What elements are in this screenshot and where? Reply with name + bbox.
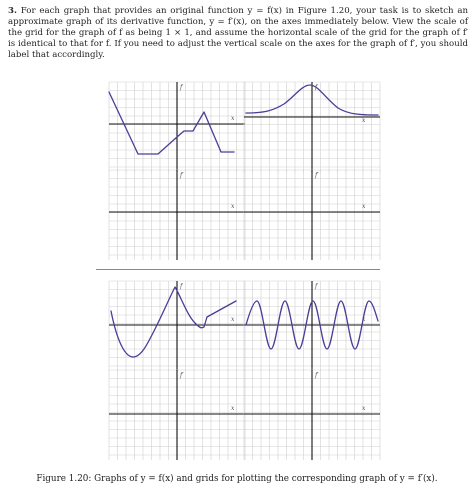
graph-f-1 — [109, 82, 245, 172]
x-label: x — [231, 203, 235, 210]
fprime-label: f′ — [315, 172, 319, 179]
x-label: x — [362, 405, 366, 412]
f-label: f — [180, 283, 183, 290]
graph-f-2-svg — [244, 82, 380, 172]
x-label: x — [362, 117, 366, 124]
graph-f-1-svg — [109, 82, 245, 172]
f-label: f — [315, 283, 318, 290]
graph-f-4-svg — [244, 281, 380, 371]
grid-fprime-3-svg — [109, 370, 245, 460]
x-label: x — [362, 316, 366, 323]
grid-fprime-2-svg — [244, 170, 380, 260]
grid-fprime-1-svg — [109, 170, 245, 260]
graph-f-4 — [244, 281, 380, 371]
problem-statement — [8, 6, 468, 61]
f-curve — [111, 287, 236, 357]
problem-number: 3. — [8, 6, 17, 16]
x-label: x — [231, 115, 235, 122]
x-label: x — [362, 203, 366, 210]
problem-text: For each graph that provides an original function y = f(x) in Figure 1.20, your task is to sketch an approximate graph of its derivative function, y = f′(x), on the axes immediately below. View the scale of the grid for the graph of f as being 1 × 1, and assume the horizontal scale of the grid for the graph of f′ is identical to that for f. If you need to adjust the vertical scale on the axes for the graph of f′, you should label that accordingly. — [8, 6, 469, 60]
grid-fprime-2 — [244, 170, 380, 260]
graph-f-2 — [244, 82, 380, 172]
figure-caption: Figure 1.20: Graphs of y = f(x) and grids for plotting the corresponding graph of y = f′(x). — [36, 474, 438, 484]
section-divider — [96, 269, 380, 270]
graph-f-3 — [109, 281, 245, 371]
fprime-label: f′ — [180, 372, 184, 379]
grid-fprime-1 — [109, 170, 245, 260]
grid-fprime-3 — [109, 370, 245, 460]
fprime-label: f′ — [180, 172, 184, 179]
grid-fprime-4 — [244, 370, 380, 460]
graph-f-3-svg — [109, 281, 245, 371]
f-label: f — [180, 84, 183, 91]
x-label: x — [231, 316, 235, 323]
grid-fprime-4-svg — [244, 370, 380, 460]
x-label: x — [231, 405, 235, 412]
fprime-label: f′ — [315, 372, 319, 379]
f-curve — [109, 92, 234, 154]
f-label: f — [315, 84, 318, 91]
